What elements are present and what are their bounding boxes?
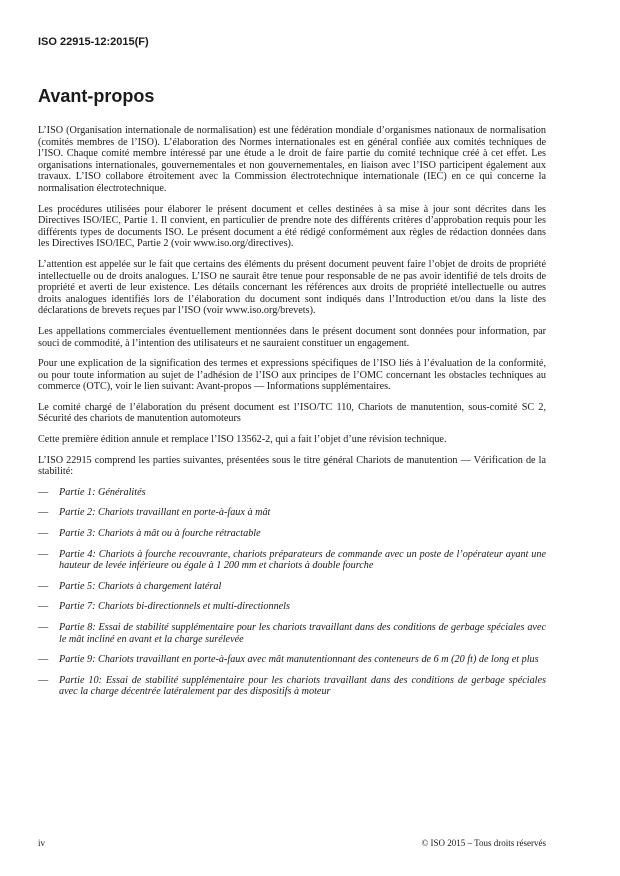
page-title: Avant-propos [38, 86, 155, 106]
list-marker: — [38, 486, 49, 498]
list-marker: — [38, 580, 49, 592]
list-marker: — [38, 674, 49, 686]
paragraph-trade-names: Les appellations commerciales éventuellement mentionnées dans le présent document sont données pour information, par souci de commodité, à l’intention des utilisateurs et ne sauraient constituer un engagement. [38, 325, 546, 349]
list-item [38, 549, 546, 572]
list-item [38, 581, 546, 593]
list-item [38, 675, 546, 698]
part-title: Partie 2: Chariots travaillant en porte-à-faux à mât [59, 507, 271, 519]
paragraph-patents: L’attention est appelée sur le fait que certains des éléments du présent document peuvent faire l’objet de droits de propriété intellectuelle ou de droits analogues. L’ISO ne saurait être tenue pour responsable de ne pas avoir identifié de tels droits de propriété et averti de leur existence. Les détails concernant les références aux droits de propriété intellectuelle ou autres droits analogues identifiés lors de l’élaboration du document sont indiqués dans l’Introduction et/ou dans la liste des déclarations de brevets reçues par l’ISO (voir www.iso.org/brevets). [38, 258, 546, 317]
list-marker: — [38, 654, 49, 666]
part-title: Partie 8: Essai de stabilité supplémentaire pour les chariots travaillant dans des conditions de gerbage spéciales avec le mât incliné en avant et la charge surélevée [59, 622, 546, 645]
document-id: ISO 22915-12:2015(F) [38, 36, 149, 48]
part-title: Partie 5: Chariots à chargement latéral [59, 580, 222, 592]
paragraph-conformity: Pour une explication de la signification des termes et expressions spécifiques de l’ISO liés à l’évaluation de la conformité, ou pour toute information au sujet de l’adhésion de l’ISO aux principes de l’OMC concernant les obstacles techniques au commerce (OTC), voir le lien suivant: Avant-propos — Informations supplémentaires. [38, 358, 546, 393]
part-title: Partie 7: Chariots bi-directionnels et multi-directionnels [59, 601, 290, 613]
list-item [38, 528, 546, 540]
paragraph-iso-intro: L’ISO (Organisation internationale de normalisation) est une fédération mondiale d’organismes nationaux de normalisation (comités membres de l’ISO). L’élaboration des Normes internationales est en général confiée aux comités techniques de l’ISO. Chaque comité membre intéressé par une étude a le droit de faire partie du comité technique créé à cet effet. Les organisations internationales, gouvernementales et non gouvernementales, en liaison avec l’ISO participent également aux travaux. L’ISO collabore étroitement avec la Commission électrotechnique internationale (IEC) en ce qui concerne la normalisation électrotechnique. [38, 125, 546, 194]
list-item [38, 622, 546, 645]
paragraph-committee: Le comité chargé de l’élaboration du présent document est l’ISO/TC 110, Chariots de manutention, sous-comité SC 2, Sécurité des chariots de manutention automoteurs [38, 401, 546, 425]
paragraph-parts-intro: L’ISO 22915 comprend les parties suivantes, présentées sous le titre général Chariots de manutention — Vérification de la stabilité: [38, 454, 546, 478]
part-title: Partie 3: Chariots à mât ou à fourche rétractable [59, 528, 261, 540]
paragraph-procedures: Les procédures utilisées pour élaborer le présent document et celles destinées à sa mise à jour sont décrites dans les Directives ISO/IEC, Partie 1. Il convient, en particulier de prendre note des différents critères d’approbation requis pour les différents types de documents ISO. Le présent document a été rédigé conformément aux règles de rédaction données dans les Directives ISO/IEC, Partie 2 (voir www.iso.org/directives). [38, 203, 546, 250]
parts-list [38, 487, 546, 698]
list-item [38, 654, 546, 666]
list-item [38, 487, 546, 499]
document-body [38, 125, 546, 707]
list-item [38, 507, 546, 519]
paragraph-edition: Cette première édition annule et remplace l’ISO 13562-2, qui a fait l’objet d’une révision technique. [38, 434, 447, 446]
list-marker: — [38, 622, 49, 633]
part-title: Partie 9: Chariots travaillant en porte-à-faux avec mât manutentionnant des conteneurs de 6 m (20 ft) de long et plus [59, 654, 539, 666]
part-title: Partie 4: Chariots à fourche recouvrante, chariots préparateurs de commande avec un poste de l’opérateur ayant une hauteur de levée inférieure ou égale à 1 200 mm et chariots à double fourche [59, 548, 546, 572]
page-number: iv [38, 838, 46, 848]
list-marker: — [38, 528, 49, 540]
list-marker: — [38, 601, 49, 613]
list-marker: — [38, 507, 49, 519]
copyright-notice: © ISO 2015 – Tous droits réservés [421, 838, 546, 848]
part-title: Partie 10: Essai de stabilité supplémentaire pour les chariots travaillant dans des conditions de gerbage spéciales avec la charge décentrée latéralement par des dispositifs à moteur [59, 674, 546, 698]
part-title: Partie 1: Généralités [59, 486, 146, 498]
list-marker: — [38, 548, 49, 560]
page-footer [38, 838, 546, 848]
list-item [38, 601, 546, 613]
